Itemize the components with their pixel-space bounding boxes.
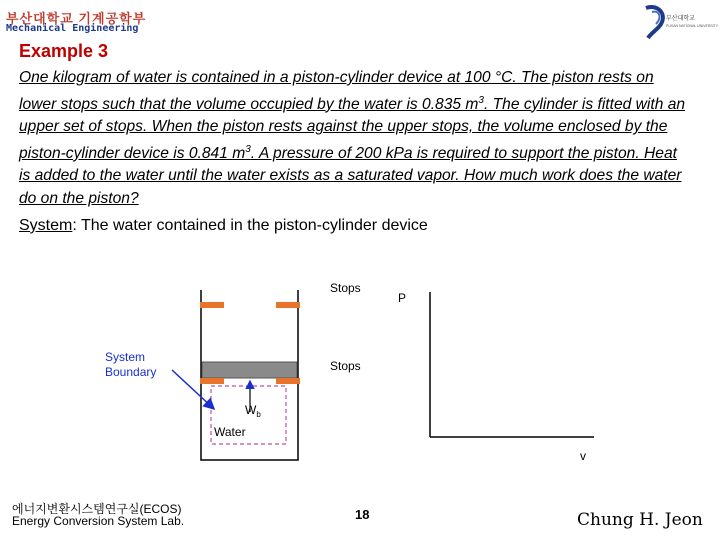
lower-stop-right (276, 378, 300, 384)
system-label: System (19, 217, 73, 234)
footer-lab-korean: 에너지변환시스템연구실(ECOS) (12, 502, 182, 516)
logo-text-korean: 부산대학교 (666, 16, 695, 22)
label-system-boundary-line1: System (105, 350, 146, 364)
lower-stop-left (200, 378, 224, 384)
problem-statement (19, 67, 691, 210)
axis-label-p: P (398, 291, 407, 305)
slide-title: Example 3 (19, 41, 109, 61)
label-work: $W_b$ (245, 403, 261, 419)
logo-text-english: PUSAN NATIONAL UNIVERSITY (666, 24, 719, 28)
system-separator: : (72, 217, 81, 234)
upper-stop-left (200, 302, 224, 308)
piston-cylinder-diagram (0, 270, 720, 500)
upper-stop-right (276, 302, 300, 308)
problem-text-part-1: One kilogram of water is contained in a piston-cylinder device at 100 °C. The piston rests on lower stops such that the volume occupied by the water is 0.835 m (19, 69, 654, 113)
problem-text-part-3: . A pressure of 200 kPa is required to support the piston. Heat is added to the water until the water exists as a saturated vapor. How much work does the water do on the piston? (19, 144, 682, 207)
university-logo (642, 2, 719, 42)
superscript-cubed: 3 (478, 94, 484, 106)
header-university-korean: 부산대학교 기계공학부 (6, 11, 147, 26)
page-number: 18 (355, 507, 370, 522)
label-water: Water (214, 425, 246, 439)
footer-lab-english: Energy Conversion System Lab. (12, 514, 185, 528)
label-lower-stops: Stops (330, 359, 361, 373)
author-name: Chung H. Jeon (577, 510, 703, 530)
header-department-english: Mechanical Engineering (6, 23, 139, 34)
system-definition (19, 217, 428, 235)
label-upper-stops: Stops (330, 281, 361, 295)
problem-text-part-2: . The cylinder is fitted with an upper set of stops. When the piston rests against the upper stops, the volume enclosed by the piston-cylinder device is 0.841 m (19, 95, 686, 162)
system-description: The water contained in the piston-cylinder device (80, 217, 428, 234)
piston (202, 362, 297, 378)
superscript-cubed: 3 (245, 143, 251, 155)
axis-label-v: v (580, 449, 586, 463)
label-system-boundary-line2: Boundary (105, 365, 157, 379)
